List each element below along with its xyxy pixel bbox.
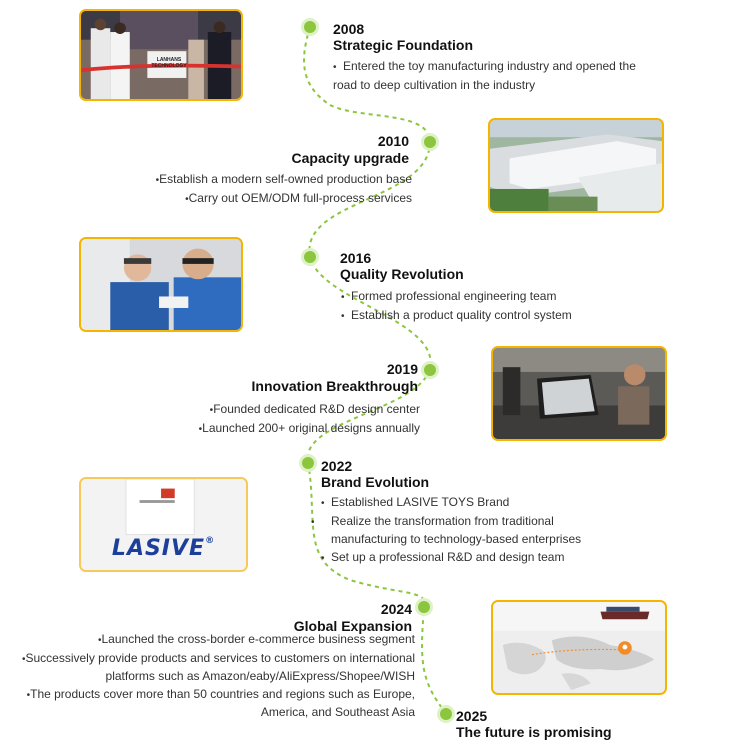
photo-designer bbox=[491, 346, 667, 441]
bullet-item: •Launched the cross-border e-commerce business segment bbox=[97, 632, 415, 646]
bullet-item: • Set up a professional R&D and design team bbox=[321, 549, 565, 564]
photo-engineers bbox=[79, 237, 243, 332]
year-2025: 2025 bbox=[456, 708, 488, 724]
bullet-item: •Founded dedicated R&D design center bbox=[209, 402, 420, 416]
bullet-item: •The products cover more than 50 countries and regions such as Europe, America, and Southeast Asia bbox=[26, 686, 415, 719]
ribbon-sign-text: LANHANS TECHNOLOGY bbox=[151, 57, 187, 69]
bullet-item: •Establish a modern self-owned production base bbox=[155, 172, 412, 186]
title-2025: The future is promising bbox=[456, 724, 612, 740]
photo-ribbon-cutting bbox=[79, 9, 243, 101]
year-2008: 2008 bbox=[333, 21, 365, 37]
bullet-item: •Launched 200+ original designs annually bbox=[198, 420, 420, 435]
bullets-2010 bbox=[149, 171, 412, 208]
title-2010: Capacity upgrade bbox=[291, 150, 409, 166]
title-2019: Innovation Breakthrough bbox=[251, 378, 418, 394]
bullet-item: •Successively provide products and services to customers on international platforms such as Amazon/eaby/AliExpress/Shopee/WISH bbox=[21, 650, 415, 683]
timeline-node-2025 bbox=[440, 708, 452, 720]
year-2016: 2016 bbox=[340, 250, 372, 266]
year-2010: 2010 bbox=[377, 133, 409, 149]
timeline-node-2008 bbox=[304, 21, 316, 33]
bullets-2024 bbox=[15, 631, 415, 722]
year-2022: 2022 bbox=[321, 458, 353, 474]
bullets-2008 bbox=[333, 58, 643, 94]
bullets-2022 bbox=[311, 494, 611, 567]
timeline-node-2010 bbox=[424, 136, 436, 148]
timeline-node-2022 bbox=[302, 457, 314, 469]
year-2019: 2019 bbox=[386, 361, 418, 377]
bullet-item: • Entered the toy manufacturing industry and opened the road to deep cultivation in the industry bbox=[333, 59, 636, 92]
bullets-2019 bbox=[192, 401, 420, 438]
title-2008: Strategic Foundation bbox=[333, 37, 473, 53]
timeline-node-2016 bbox=[304, 251, 316, 263]
bullet-item: • Realize the transformation from traditional manufacturing to technology-based enterprises bbox=[311, 513, 582, 546]
bullet-item: •Carry out OEM/ODM full-process services bbox=[185, 190, 412, 205]
title-2016: Quality Revolution bbox=[340, 266, 464, 282]
bullet-item: • Formed professional engineering team bbox=[341, 289, 557, 303]
year-2024: 2024 bbox=[380, 601, 412, 617]
bullets-2016 bbox=[341, 288, 572, 325]
bullet-item: • Establish a product quality control system bbox=[341, 307, 572, 322]
photo-brand-logo bbox=[79, 477, 248, 572]
timeline-node-2024 bbox=[418, 601, 430, 613]
brand-logo-text: LASIVE® bbox=[111, 536, 216, 561]
photo-factory-aerial bbox=[488, 118, 664, 213]
bullet-item: • Established LASIVE TOYS Brand bbox=[321, 495, 510, 509]
title-2022: Brand Evolution bbox=[321, 474, 430, 490]
timeline-node-2019 bbox=[424, 364, 436, 376]
title-2024: Global Expansion bbox=[293, 618, 412, 634]
photo-world-map bbox=[491, 600, 667, 695]
